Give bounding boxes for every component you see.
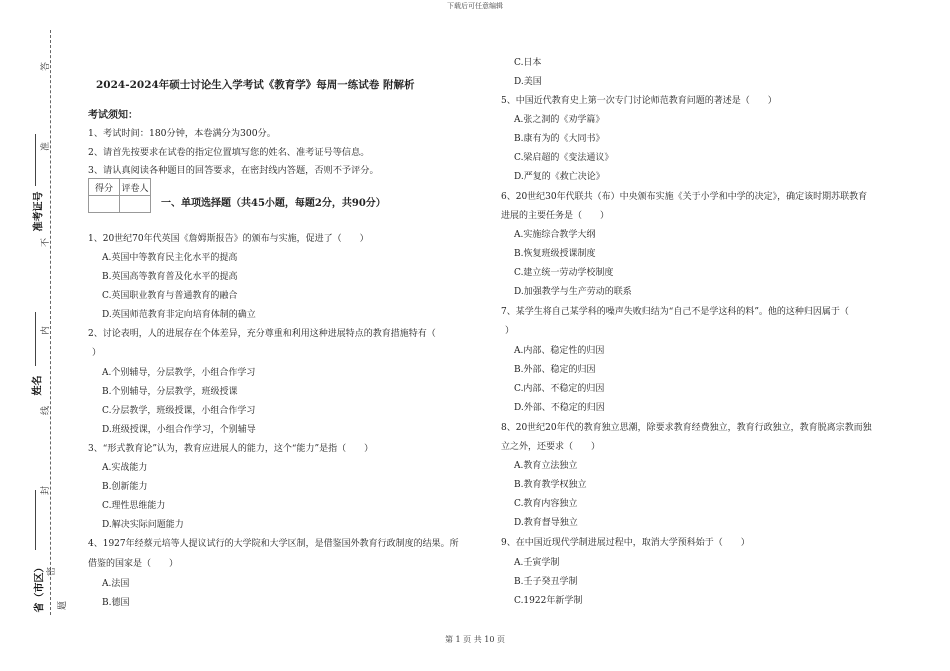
binding-char: 准	[41, 141, 52, 152]
option-text: C.分层教学，班级授课，小组合作学习	[102, 406, 256, 416]
option-text: B.德国	[102, 598, 130, 608]
exam-number-label: 准考证号	[33, 191, 45, 232]
option-text: D.美国	[514, 77, 542, 87]
document-title: 2024-2024年硕士讨论生入学考试《教育学》每周一练试卷 附解析	[96, 79, 415, 91]
name-label: 姓名	[32, 375, 44, 396]
score-box	[88, 178, 151, 213]
option-text: A.张之洞的《劝学篇》	[514, 115, 605, 125]
question-text: ）	[92, 348, 102, 358]
binding-char: 题	[58, 600, 69, 611]
binding-char: 答	[41, 61, 52, 72]
option-text: D.解决实际问题能力	[102, 520, 184, 530]
notice-heading: 考试须知：	[88, 110, 138, 121]
notice-item: 3、请认真阅读各种题目的回答要求，在密封线内答题，否则不予评分。	[88, 165, 379, 176]
option-text: C.内部、不稳定的归因	[514, 384, 605, 394]
option-text: D.班级授课，小组合作学习，个别辅导	[102, 425, 256, 435]
score-label: 得分	[89, 179, 120, 196]
option-text: D.英国师范教育非定向培育体制的确立	[102, 310, 256, 320]
province-label: 省（市区）	[34, 562, 46, 613]
option-text: C.1922年新学制	[514, 596, 583, 606]
question-text: 7、某学生将自己某学科的噪声失败归结为“自己不是学这科的料”。他的这种归因属于（	[501, 307, 849, 317]
option-text: B.康有为的《大同书》	[514, 134, 605, 144]
question-text: 9、在中国近现代学制进展过程中，取消大学预科始于（ ）	[501, 538, 750, 548]
binding-char: 内	[41, 325, 52, 336]
option-text: A.英国中等教育民主化水平的提高	[102, 253, 238, 263]
question-text: 4、1927年经蔡元培等人提议试行的大学院和大学区制，是借鉴国外教育行政制度的结果。所	[88, 539, 459, 549]
grader-cell[interactable]	[120, 196, 151, 213]
option-text: B.恢复班级授课制度	[514, 249, 596, 259]
name-blank[interactable]	[35, 312, 36, 366]
option-text: A.实施综合教学大纲	[514, 230, 596, 240]
question-text: 进展的主要任务是（ ）	[501, 211, 610, 221]
option-text: B.创新能力	[102, 482, 148, 492]
province-blank[interactable]	[35, 490, 36, 550]
grader-label: 评卷人	[120, 179, 151, 196]
option-text: C.教育内容独立	[514, 499, 578, 509]
option-text: A.内部、稳定性的归因	[514, 346, 605, 356]
header-note: 下载后可任意编辑	[447, 2, 503, 10]
notice-item: 2、请首先按要求在试卷的指定位置填写您的姓名、准考证号等信息。	[88, 147, 370, 158]
option-text: B.英国高等教育普及化水平的提高	[102, 272, 238, 282]
option-text: D.教育督导独立	[514, 518, 578, 528]
option-text: B.教育教学权独立	[514, 480, 587, 490]
question-text: 1、20世纪70年代英国《詹姆斯报告》的颁布与实施，促进了（ ）	[88, 234, 369, 244]
option-text: C.日本	[514, 58, 542, 68]
option-text: C.英国职业教育与普通教育的融合	[102, 291, 238, 301]
option-text: A.实战能力	[102, 463, 148, 473]
binding-char: 线	[41, 405, 52, 416]
option-text: B.外部、稳定的归因	[514, 365, 596, 375]
question-text: 2、讨论表明，人的进展存在个体差异，充分尊重和利用这种进展特点的教育措施特有（	[88, 329, 436, 339]
option-text: C.建立统一劳动学校制度	[514, 268, 614, 278]
binding-dashed-line	[50, 30, 51, 615]
page-footer: 第 1 页 共 10 页	[445, 635, 505, 644]
question-text: 立之外，还要求（ ）	[501, 442, 601, 452]
option-text: C.理性思维能力	[102, 501, 166, 511]
option-text: A.个别辅导，分层教学，小组合作学习	[102, 368, 256, 378]
section-title: 一、单项选择题（共45小题，每题2分，共90分）	[161, 198, 386, 209]
question-text: 5、中国近代教育史上第一次专门讨论师范教育问题的著述是（ ）	[501, 96, 777, 106]
option-text: A.壬寅学制	[514, 558, 560, 568]
binding-char: 封	[41, 485, 52, 496]
question-text: 3、“形式教育论”认为，教育应进展人的能力，这个“能力”是指（ ）	[88, 444, 374, 454]
binding-char: 密	[47, 566, 58, 577]
question-text: ）	[505, 326, 515, 336]
option-text: D.严复的《救亡决论》	[514, 172, 605, 182]
question-text: 6、20世纪30年代联共（布）中央颁布实施《关于小学和中学的决定》，确定该时期苏联教育	[501, 192, 868, 202]
score-cell[interactable]	[89, 196, 120, 213]
exam-number-blank[interactable]	[35, 134, 36, 186]
option-text: D.加强教学与生产劳动的联系	[514, 287, 632, 297]
option-text: D.外部、不稳定的归因	[514, 403, 605, 413]
option-text: B.壬子癸丑学制	[514, 577, 578, 587]
option-text: C.梁启超的《变法通议》	[514, 153, 614, 163]
binding-char: 不	[41, 237, 52, 248]
question-text: 借鉴的国家是（ ）	[88, 559, 179, 569]
question-text: 8、20世纪20年代的教育独立思潮，除要求教育经费独立，教育行政独立，教育脱离宗教而独	[501, 423, 872, 433]
option-text: B.个别辅导，分层教学，班级授课	[102, 387, 238, 397]
option-text: A.法国	[102, 579, 130, 589]
option-text: A.教育立法独立	[514, 461, 578, 471]
notice-item: 1、考试时间：180分钟，本卷满分为300分。	[88, 128, 276, 139]
